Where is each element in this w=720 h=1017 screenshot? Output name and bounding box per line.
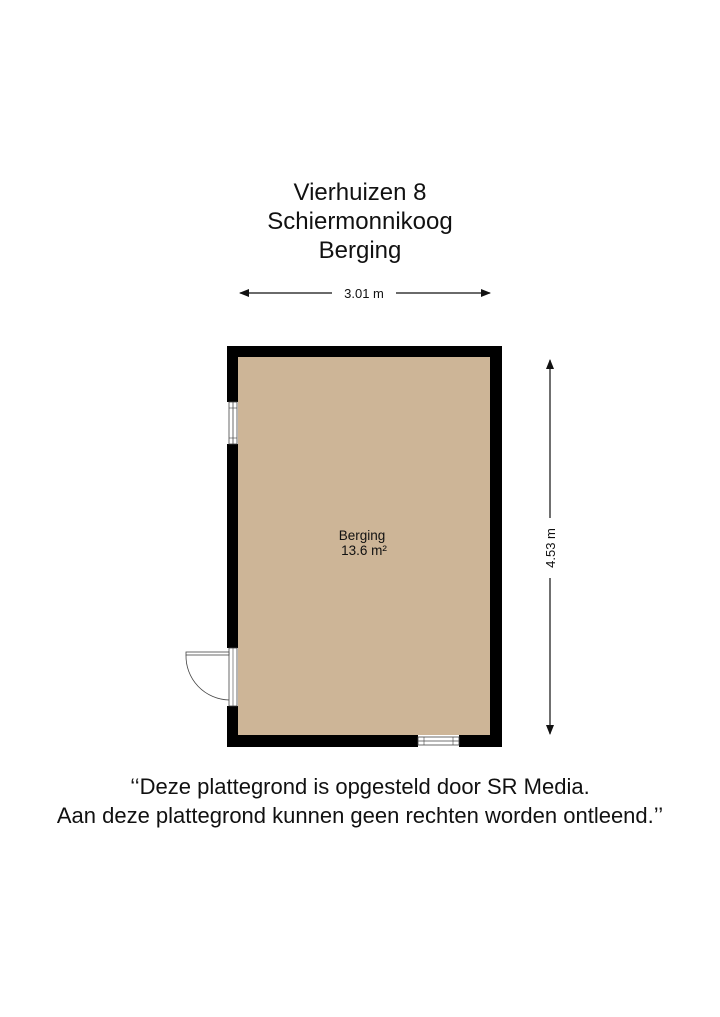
door-swing-arc (186, 655, 229, 700)
address-title: Vierhuizen 8 (293, 179, 427, 206)
floor-title: Berging (318, 237, 402, 264)
width-label: 3.01 m (344, 286, 384, 301)
left-door (186, 648, 237, 706)
depth-dimension (543, 360, 558, 734)
left-window (229, 402, 237, 444)
wall-right (490, 346, 502, 747)
depth-label: 4.53 m (543, 528, 558, 568)
bottom-window (418, 737, 459, 745)
width-dimension (240, 286, 490, 301)
door-leaf (186, 652, 229, 655)
room-area: 13.6 m² (341, 543, 387, 558)
wall-bottom-left (227, 735, 418, 747)
disclaimer-line-1: ‘‘Deze plattegrond is opgesteld door SR Media. (130, 774, 590, 799)
wall-left-upper (227, 346, 238, 402)
disclaimer-line-2: Aan deze plattegrond kunnen geen rechten worden ontleend.’’ (56, 803, 664, 828)
wall-bottom-right (459, 735, 502, 747)
wall-left-middle (227, 444, 238, 648)
wall-top (227, 346, 502, 357)
disclaimer (0, 772, 720, 830)
room-name: Berging (338, 528, 386, 543)
town-title: Schiermonnikoog (267, 208, 453, 235)
wall-left-lower (227, 706, 238, 747)
